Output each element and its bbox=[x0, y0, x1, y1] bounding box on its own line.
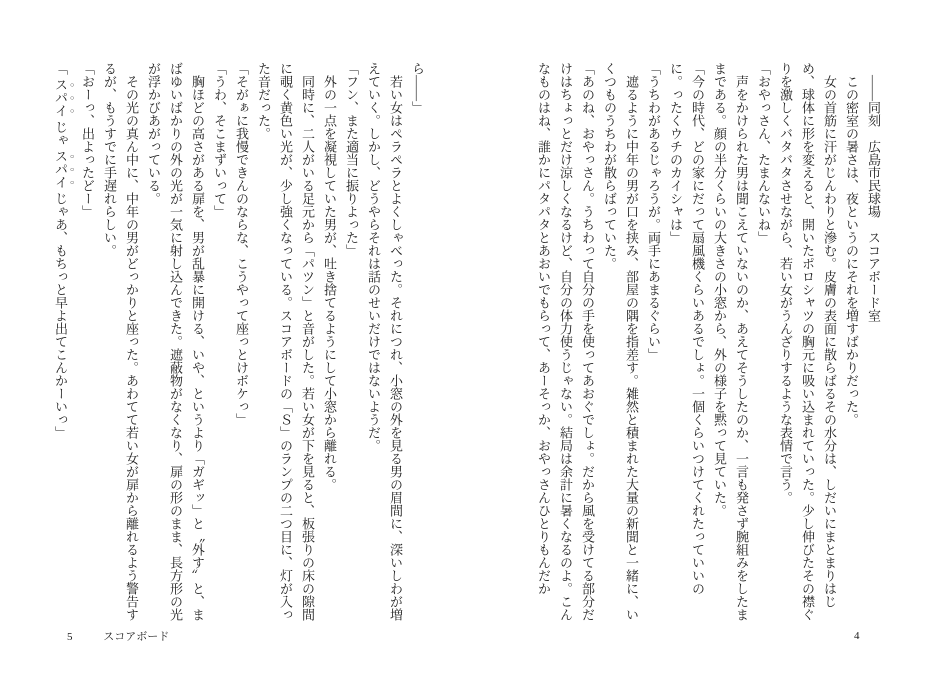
paragraph: 外の一点を凝視していた男が、吐き捨てるようにして小窓から離れる。 bbox=[322, 62, 337, 491]
paragraph: 若い女はペラペラとよくしゃべった。それにつれ、小窓の外を見る男の眉間に、深いしわが増えていく。しかし、どうやらそれは話のせいだけではないようだ。 bbox=[366, 62, 403, 621]
dialogue-line: 「フン、また適当に振りよった」 bbox=[344, 62, 359, 257]
running-title: スコアボード bbox=[103, 631, 170, 643]
page-number-left: 5 bbox=[67, 631, 73, 643]
paragraph: 声をかけられた男は聞こえていないのか、あえてそうしたのか、一言も発さず腕組みをしたままである。顔の半分くらいの大きさの小窓から、外の様子を黙って見ていた。 bbox=[712, 62, 749, 621]
dialogue-line-emphasized bbox=[49, 62, 76, 622]
page-left bbox=[49, 62, 428, 622]
footer-left bbox=[67, 628, 169, 644]
paragraph: 遮るように中年の男が口を挟み、部屋の隅を指差す。雑然と積まれた大量の新聞と一緒に、いくつものうちわが散らばっていた。 bbox=[602, 62, 639, 621]
paragraph: 同時に、二人がいる足元から「パツン」と音がした。若い女が下を見ると、板張りの床の隙間に覗く黄色い光が、少し強くなっている。スコアボードの「Ｓ」のランプの二つ目に、灯が入った音だった。 bbox=[256, 62, 315, 621]
text-segment: 「 bbox=[53, 62, 68, 75]
page-number-right: 4 bbox=[854, 630, 860, 642]
dialogue-line: 「今の時代、どの家にだって扇風機くらいあるでしょ。一個くらいつけてくれたっていいのに。ったくウチのカイシャは」 bbox=[668, 62, 705, 595]
text-segment: じゃあ、もちっと早よ出てこんかーいっ」 bbox=[53, 192, 68, 439]
dialogue-line: 「おーっ、出よったどー」 bbox=[80, 62, 95, 218]
text-segment: じゃ bbox=[53, 120, 68, 147]
dialogue-line: 「あのね、おやっさん。うちわって自分の手を使ってあおぐでしょ。だから風を受けてる部分だけはちょっとだけ涼しくなるけど、自分の体力使うじゃない。結局は余計に暑くなるのよ。こんなものはね、誰かにパタパタとあおいでもらって、あーそっか、おやっさんひとりもんだか bbox=[536, 62, 595, 621]
dialogue-line-continuation: ら――」 bbox=[410, 62, 425, 114]
page-right bbox=[532, 62, 884, 622]
scene-heading: ――同刻 広島市民球場 スコアボード室 bbox=[866, 62, 881, 322]
dialogue-line: 「うちわがあるじゃろうが。両手にあまるぐらい」 bbox=[646, 62, 661, 361]
paragraph: その光の真ん中に、中年の男がどっかりと座った。あわてて若い女が扉から離れるよう警告するが、もうすでに手遅れらしい。 bbox=[102, 62, 139, 621]
dialogue-line: 「そがぁに我慢できんのならな、こうやって座っとけボケっ」 bbox=[234, 62, 249, 426]
paragraph: 胸ほどの高さがある扉を、男が乱暴に開ける、いや、というより「ガギッ」と〝外す〟と、まばゆいばかりの外の光が一気に射し込んできた。遮蔽物がなくなり、扉の形のまま、長方形の光が浮かびあがっている。 bbox=[146, 62, 205, 621]
emphasized-text-segment: スパイ bbox=[53, 149, 68, 189]
paragraph: この密室の暑さは、夜というのにそれを増すばかりだった。 bbox=[844, 62, 859, 426]
paragraph: 女の首筋に汗がじんわりと滲む。皮膚の表面に散らばるその水分は、しだいにまとまりはじめ、球体に形を変えると、開いたポロシャツの胸元に吸い込まれていった。少し伸びたその襟ぐりを激しくバタバタさせながら、若い女がうんざりするような表情で言う。 bbox=[778, 62, 837, 621]
dialogue-line: 「うわ、そこまずいって」 bbox=[212, 62, 227, 218]
dialogue-line: 「おやっさん、たまんないね」 bbox=[756, 62, 771, 244]
emphasized-text-segment: スパイ bbox=[53, 78, 68, 118]
